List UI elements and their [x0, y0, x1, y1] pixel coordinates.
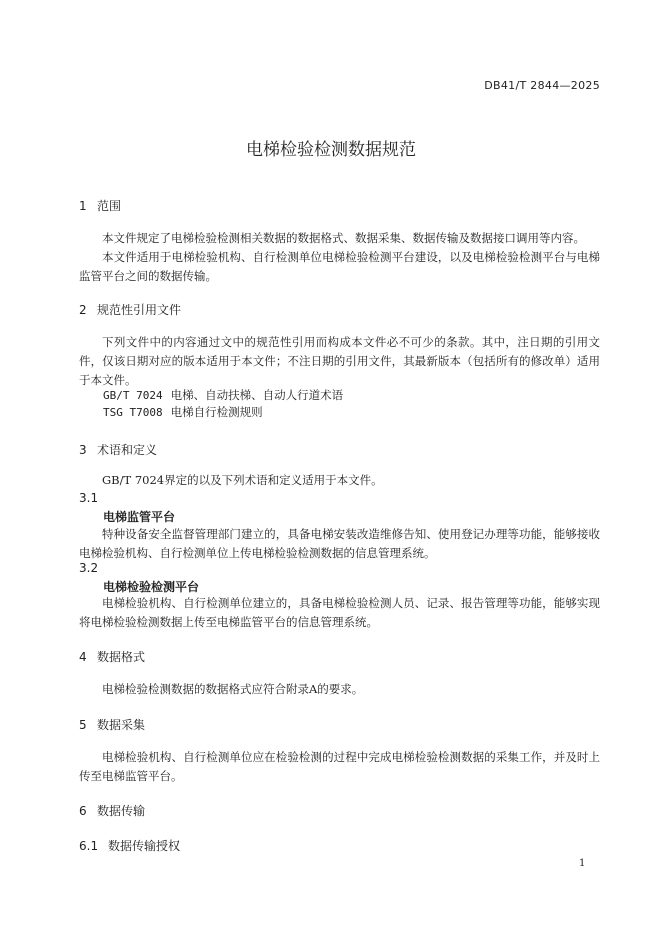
- reference-code: TSG T7008: [103, 406, 163, 419]
- section-4-heading: [79, 648, 145, 665]
- term-number: 3.2: [79, 561, 99, 575]
- page-title: 电梯检验检测数据规范: [246, 140, 416, 160]
- reference-code: GB/T 7024: [103, 389, 163, 402]
- term-definition: 特种设备安全监督管理部门建立的，具备电梯安装改造维修告知、使用登记办理等功能，能够接收电梯检验机构、自行检测单位上传电梯检验检测数据的信息管理系统。: [79, 527, 600, 560]
- section-title: 规范性引用文件: [97, 303, 182, 317]
- section-4-paragraph-1: 电梯检验检测数据的数据格式应符合附录A的要求。: [102, 682, 364, 696]
- section-2-heading: [79, 301, 181, 318]
- section-number: 2: [79, 303, 87, 317]
- section-1-heading: [79, 197, 121, 214]
- section-2-paragraph-1: 下列文件中的内容通过文中的规范性引用而构成本文件必不可少的条款。其中，注日期的引用文件，仅该日期对应的版本适用于本文件；不注日期的引用文件，其最新版本（包括所有的修改单）适用于本文件。: [79, 335, 600, 387]
- reference-item: [103, 404, 263, 420]
- page-number: 1: [579, 858, 586, 869]
- section-1-paragraph-2: 本文件适用于电梯检验机构、自行检测单位电梯检验检测平台建设，以及电梯检验检测平台与电梯监管平台之间的数据传输。: [79, 250, 600, 283]
- section-1-paragraph-1: 本文件规定了电梯检验检测相关数据的数据格式、数据采集、数据传输及数据接口调用等内容。: [102, 231, 585, 245]
- section-title: 数据传输授权: [108, 839, 181, 853]
- document-code: DB41/T 2844—2025: [484, 79, 600, 92]
- reference-item: [103, 387, 343, 403]
- section-6-1-heading: [79, 837, 180, 854]
- section-number: 1: [79, 199, 87, 213]
- section-title: 数据格式: [97, 650, 146, 664]
- term-number: 3.1: [79, 491, 99, 505]
- section-title: 范围: [97, 199, 122, 213]
- section-5-paragraph-1: 电梯检验机构、自行检测单位应在检验检测的过程中完成电梯检验检测数据的采集工作，并及时上传至电梯监管平台。: [79, 750, 600, 783]
- section-title: 数据采集: [97, 718, 146, 732]
- term-name: 电梯检验检测平台: [103, 580, 200, 594]
- section-number: 4: [79, 650, 87, 664]
- section-5-heading: [79, 716, 145, 733]
- section-title: 数据传输: [97, 804, 146, 818]
- section-title: 术语和定义: [97, 443, 158, 457]
- reference-name: 电梯、自动扶梯、自动人行道术语: [170, 388, 344, 402]
- section-6-heading: [79, 802, 145, 819]
- section-number: 3: [79, 443, 87, 457]
- section-3-heading: [79, 441, 157, 458]
- section-number: 6.1: [79, 839, 99, 853]
- term-definition: 电梯检验机构、自行检测单位建立的，具备电梯检验检测人员、记录、报告管理等功能，能够实现将电梯检验检测数据上传至电梯监管平台的信息管理系统。: [79, 596, 600, 629]
- section-number: 5: [79, 718, 87, 732]
- reference-name: 电梯自行检测规则: [170, 405, 263, 419]
- section-number: 6: [79, 804, 87, 818]
- term-name: 电梯监管平台: [103, 510, 176, 524]
- section-3-paragraph-1: GB/T 7024界定的以及下列术语和定义适用于本文件。: [102, 473, 383, 487]
